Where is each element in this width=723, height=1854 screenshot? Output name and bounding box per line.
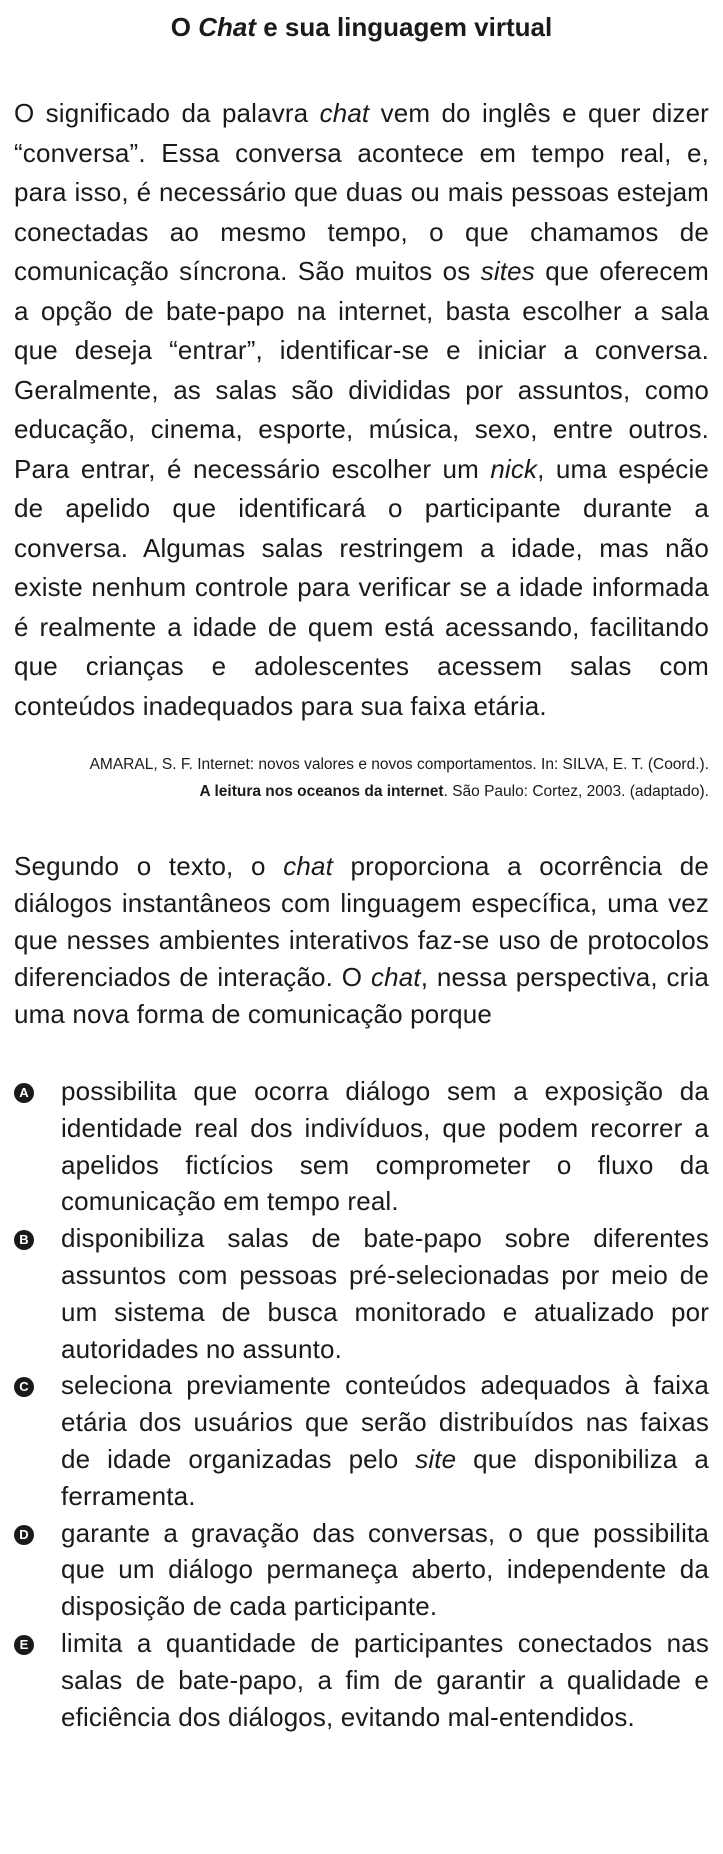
answer-option-b[interactable] — [14, 1220, 709, 1367]
passage-text-segment: , uma espécie de apelido que identificará o participante durante a conversa. Algumas salas restringem a idade, mas não existe nenhum controle para verificar se a idade informada é realmente a idade de quem está acessando, facilitando que crianças e adolescentes acessem salas com conteúdos inadequados para sua faixa etária. — [14, 453, 709, 721]
option-text-segment: que disponibiliza a ferramenta. — [61, 1443, 709, 1511]
option-text-segment: seleciona previamente conteúdos adequados à faixa etária dos usuários que serão distribuídos nas faixas de idade organizadas pelo — [61, 1370, 709, 1474]
stem-italic-term: chat — [370, 962, 421, 992]
answer-option-d[interactable] — [14, 1515, 709, 1625]
option-text-segment: possibilita que ocorra diálogo sem a exposição da identidade real dos indivíduos, que podem recorrer a apelidos fictícios sem comprometer o fluxo da comunicação em tempo real. — [61, 1076, 709, 1217]
stem-italic-term: chat — [283, 851, 333, 881]
option-text — [61, 1515, 709, 1625]
answer-option-e[interactable] — [14, 1625, 709, 1735]
option-text — [61, 1625, 709, 1735]
answer-option-a[interactable] — [14, 1073, 709, 1220]
passage-text-segment: que oferecem a opção de bate-papo na internet, basta escolher a sala que deseja “entrar”, identificar-se e iniciar a conversa. Geralmente, as salas são divididas por assuntos, como educação, cinema, esporte, música, sexo, entre outros. Para entrar, é necessário escolher um — [14, 256, 709, 484]
stem-text-segment: Segundo o texto, o — [14, 851, 284, 881]
option-text-segment: disponibiliza salas de bate-papo sobre diferentes assuntos com pessoas pré-selecionadas por meio de um sistema de busca monitorado e atualizado por autoridades no assunto. — [61, 1223, 709, 1364]
source-passage — [14, 94, 709, 726]
citation-line-1: AMARAL, S. F. Internet: novos valores e novos comportamentos. In: SILVA, E. T. (Coord.). — [89, 756, 709, 773]
option-italic-term: site — [415, 1443, 457, 1474]
option-text — [61, 1367, 709, 1514]
citation-book-title: A leitura nos oceanos da internet — [199, 783, 444, 800]
citation-line-2 — [14, 778, 709, 805]
source-citation — [14, 751, 709, 805]
citation-publisher: . São Paulo: Cortez, 2003. (adaptado). — [443, 783, 709, 800]
option-letter-badge: B — [14, 1230, 34, 1250]
option-text-segment: garante a gravação das conversas, o que possibilita que um diálogo permaneça aberto, independente da disposição de cada participante. — [61, 1517, 709, 1622]
answer-options — [14, 1073, 709, 1735]
title-italic-word: Chat — [198, 12, 257, 42]
passage-text-segment: O significado da palavra — [14, 98, 320, 128]
option-letter-badge: E — [14, 1635, 34, 1655]
stem-text-segment: , nessa perspectiva, cria uma nova forma de comunicação porque — [14, 962, 710, 1029]
answer-option-c[interactable] — [14, 1367, 709, 1514]
title-prefix: O — [170, 12, 199, 42]
passage-italic-term: chat — [319, 98, 370, 128]
passage-italic-term: sites — [480, 256, 535, 286]
page-title — [14, 0, 709, 44]
option-letter-badge: D — [14, 1525, 34, 1545]
passage-paragraph — [14, 94, 709, 726]
title-suffix: e sua linguagem virtual — [256, 12, 553, 42]
option-letter-badge: A — [14, 1083, 34, 1103]
question-stem — [14, 848, 709, 1033]
option-letter-badge: C — [14, 1377, 34, 1397]
option-text — [61, 1073, 709, 1220]
passage-text-segment: vem do inglês e quer dizer “conversa”. Essa conversa acontece em tempo real, e, para isso, é necessário que duas ou mais pessoas estejam conectadas ao mesmo tempo, o que chamamos de comunicação síncrona. São muitos os — [14, 98, 709, 286]
passage-italic-term: nick — [490, 453, 538, 484]
option-text — [61, 1220, 709, 1367]
option-text-segment: limita a quantidade de participantes conectados nas salas de bate-papo, a fim de garantir a qualidade e eficiência dos diálogos, evitando mal-entendidos. — [61, 1627, 709, 1732]
stem-text-segment: proporciona a ocorrência de diálogos instantâneos com linguagem específica, uma vez que nesses ambientes interativos faz-se uso de protocolos diferenciados de interação. O — [14, 851, 709, 992]
